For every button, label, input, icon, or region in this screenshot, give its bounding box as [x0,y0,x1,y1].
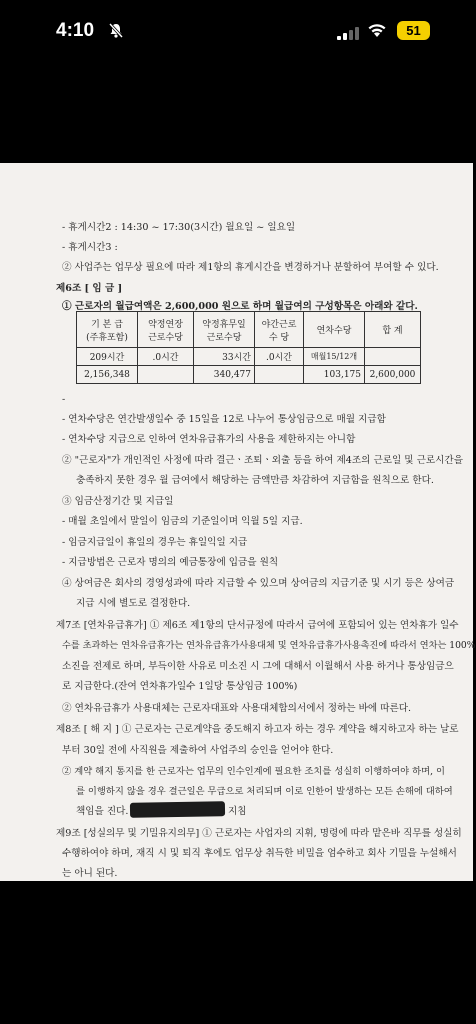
table-cell [255,366,304,384]
table-cell: 매월15/12개 [304,348,365,366]
table-cell: 209시간 [77,348,138,366]
clock: 4:10 [56,20,95,41]
salary-table [76,311,421,384]
status-bar [0,0,473,60]
doc-line: 충족하지 못한 경우 월 급여에서 해당하는 금액만큼 차감하여 지급함을 원칙으로 한다. [76,475,434,486]
bottom-area [0,881,473,1024]
doc-line: - 휴게시간3 : [62,242,118,253]
doc-line: ② 계약 해지 통지를 한 근로자는 업무의 인수인계에 필요한 조치를 성실히 이행하여야 하며, 이 [62,766,445,777]
doc-line: ① 근로자의 월급여액은 2,600,000 원으로 하며 월급여의 구성항목은 아래와 같다. [62,301,418,312]
doc-line: ② "근로자"가 개인적인 사정에 따라 결근ㆍ조퇴ㆍ외출 등을 하여 제4조의 근로일 및 근로시간을 [62,455,463,466]
doc-line: - 연차수당은 연간발생일수 중 15일을 12로 나누어 통상임금으로 매월 지급함 [62,414,386,425]
doc-line: 지급 시에 별도로 결정한다. [76,598,191,609]
doc-line: ③ 임금산정기간 및 지급일 [62,496,174,507]
doc-line: 소진을 전제로 하며, 부득이한 사유로 미소진 시 그에 대해서 이월해서 사용 하거나 통상임금으 [62,661,454,672]
battery-indicator: 51 [397,21,430,40]
table-header: 기 본 급 (주휴포함) [86,319,128,343]
table-header: 연차수당 [316,326,352,336]
doc-line: 제7조 [연차유급휴가] ① 제6조 제1항의 단서규정에 따라서 급여에 포함되어 있는 연차휴가 일수 [56,620,459,631]
table-cell: 2,156,348 [77,366,138,384]
doc-line: - 지급방법은 근로자 명의의 예금통장에 입금을 원칙 [62,557,279,568]
table-cell: 33시간 [194,348,255,366]
doc-line: ④ 상여금은 회사의 경영성과에 따라 지급할 수 있으며 상여금의 지급기준 및 시기 등은 상여금 [62,578,455,589]
doc-line: ② 사업주는 업무상 필요에 따라 제1항의 휴게시간을 변경하거나 분할하여 부여할 수 있다. [62,262,439,273]
table-header: 합 계 [382,326,403,336]
doc-line: ② 연차유급휴가 사용대체는 근로자대표와 사용대체합의서에서 정하는 바에 따른다. [62,703,412,714]
doc-line: 부터 30일 전에 사직원을 제출하여 사업주의 승인을 얻어야 한다. [62,745,334,756]
table-cell: 2,600,000 [365,366,421,384]
doc-line: 제8조 [ 해 지 ] ① 근로자는 근로계약을 중도해지 하고자 하는 경우 계약을 해지하고자 하는 날로 [56,724,459,735]
table-cell: .0시간 [255,348,304,366]
section-heading: 제6조 [ 임 금 ] [56,283,123,294]
table-cell: .0시간 [138,348,194,366]
doc-line: - [62,394,66,405]
doc-line: 책임을 진다. [76,806,129,817]
document-photo [0,163,476,881]
doc-line: 를 이행하지 않을 경우 결근일은 무급으로 처리되며 이로 인한어 발생하는 모든 손해에 대하여 [76,786,453,797]
doc-line: - 휴게시간2 : 14:30 ~ 17:30(3시간) 월요일 ~ 일요일 [62,222,296,233]
bell-slash-icon [108,22,124,43]
cellular-signal-icon [337,25,359,44]
doc-line: - 매월 초일에서 말일이 임금의 기준일이며 익월 5일 지급. [62,516,303,527]
doc-line: 로 지급한다.(잔여 연차휴가일수 1일당 통상임금 100%) [62,681,298,692]
doc-line: 수행하여야 하며, 재직 시 및 퇴직 후에도 업무상 취득한 비밀을 엄수하고 회사 기밀을 누설해서 [62,848,457,859]
table-cell: 340,477 [194,366,255,384]
doc-line: 수를 초과하는 연차유급휴가는 연차유급휴가사용대체 및 연차유급휴가사용촉진에 따라서 연차는 100% [62,640,476,651]
redaction-mark [130,801,225,818]
table-cell [365,348,421,366]
table-cell: 103,175 [304,366,365,384]
doc-line: - 연차수당 지급으로 인하여 연차유급휴가의 사용을 제한하지는 아니함 [62,434,356,445]
wifi-icon [367,22,387,42]
doc-line: 는 아니 된다. [62,868,118,879]
doc-line: 제9조 [성실의무 및 기밀유지의무] ① 근로자는 사업자의 지휘, 명령에 따라 맡은바 직무를 성실히 [56,828,462,839]
table-header: 약정연장 근로수당 [148,319,183,343]
doc-line: - 임금지급일이 휴일의 경우는 휴일익일 지급 [62,537,248,548]
table-header: 약정휴무일 근로수당 [202,319,246,343]
table-cell [138,366,194,384]
table-header: 야간근로 수 당 [261,319,297,343]
doc-line: 지침 [228,806,247,817]
